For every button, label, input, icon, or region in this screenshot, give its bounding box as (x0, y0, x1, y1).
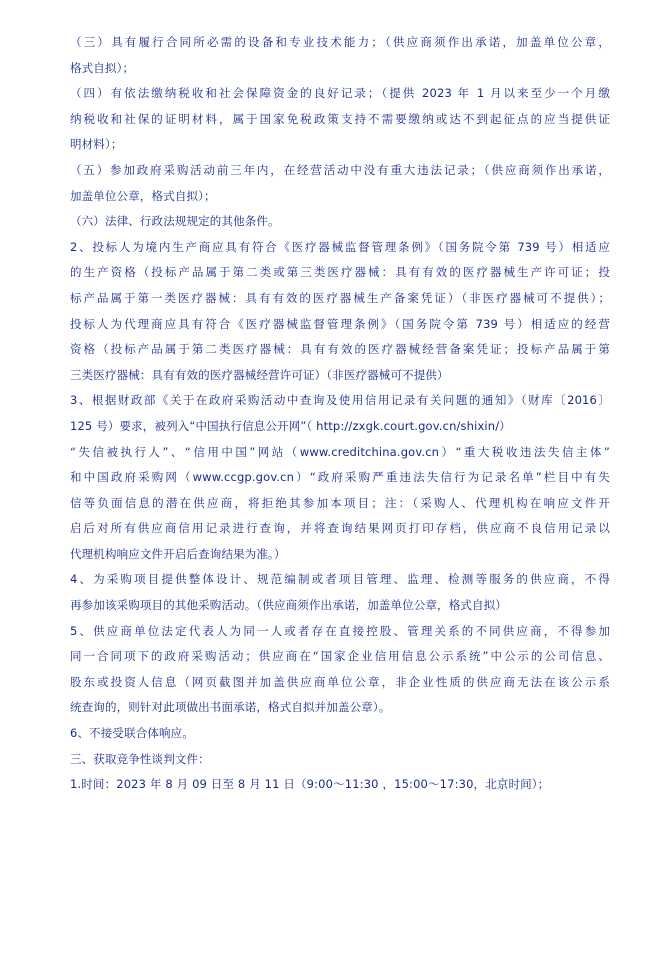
text-line: 信等负面信息的潜在供应商，将拒绝其参加本项目；注：（采购人、代理机构在响应文件开 (70, 495, 610, 510)
text-line: 标产品属于第一类医疗器械：具有有效的医疗器械生产备案凭证）（非医疗器械可不提供）； (70, 290, 610, 305)
text-line: 125 号）要求，被列入“中国执行信息公开网”（ http://zxgk.court.gov.cn/shixin/） (70, 418, 511, 433)
text-line: 代理机构响应文件开启后查询结果为准。） (70, 546, 286, 561)
text-line: 明材料）； (70, 137, 123, 152)
text-line: 投标人为代理商应具有符合《医疗器械监督管理条例》（国务院令第 739 号）相适应的经营 (70, 316, 610, 331)
text-line: 和中国政府采购网（www.ccgp.gov.cn）“政府采购严重违法失信行为记录名单”栏目中有失 (70, 470, 610, 485)
text-line: 三类医疗器械：具有有效的医疗器械经营许可证）（非医疗器械可不提供） (70, 367, 449, 382)
text-line: 加盖单位公章，格式自拟）； (70, 188, 216, 203)
text-line: 2、投标人为境内生产商应具有符合《医疗器械监督管理条例》（国务院令第 739 号）相适应 (70, 239, 610, 254)
text-line: 4、为采购项目提供整体设计、规范编制或者项目管理、监理、检测等服务的供应商，不得 (70, 572, 610, 587)
text-line: 6、不接受联合体响应。 (70, 726, 194, 741)
text-line: 1.时间：2023 年 8 月 09 日至 8 月 11 日（9:00～11:30 ，15:00～17:30，北京时间）； (70, 777, 550, 792)
text-line: 再参加该采购项目的其他采购活动。（供应商须作出承诺，加盖单位公章，格式自拟） (70, 598, 507, 613)
text-line: 格式自拟）； (70, 60, 135, 75)
text-line: 股东或投资人信息（网页截图并加盖供应商单位公章，非企业性质的供应商无法在该公示系 (70, 674, 610, 689)
text-line: 启后对所有供应商信用记录进行查询，并将查询结果网页打印存档，供应商不良信用记录以 (70, 521, 610, 536)
section-heading: 三、获取竞争性谈判文件： (70, 751, 210, 766)
text-line: （六）法律、行政法规规定的其他条件。 (70, 214, 280, 229)
text-line: 纳税收和社保的证明材料，属于国家免税政策支持不需要缴纳或达不到起征点的应当提供证 (70, 111, 610, 126)
document-body (70, 30, 610, 798)
text-line: 3、根据财政部《关于在政府采购活动中查询及使用信用记录有关问题的通知》（财库〔2016〕 (70, 393, 610, 408)
text-line: 资格（投标产品属于第二类医疗器械：具有有效的医疗器械经营备案凭证；投标产品属于第 (70, 342, 610, 357)
text-line: （三）具有履行合同所必需的设备和专业技术能力；（供应商须作出承诺，加盖单位公章， (70, 35, 610, 49)
text-line: 的生产资格（投标产品属于第二类或第三类医疗器械：具有有效的医疗器械生产许可证；投 (70, 265, 610, 280)
text-line: 同一合同项下的政府采购活动；供应商在“国家企业信用信息公示系统”中公示的公司信息、 (70, 649, 610, 664)
text-line: 5、供应商单位法定代表人为同一人或者存在直接控股、管理关系的不同供应商，不得参加 (70, 623, 610, 638)
text-line: 统查询的，则针对此项做出书面承诺，格式自拟并加盖公章）。 (70, 700, 391, 715)
text-line: （五）参加政府采购活动前三年内，在经营活动中没有重大违法记录；（供应商须作出承诺， (70, 162, 610, 177)
text-line: （四）有依法缴纳税收和社会保障资金的良好记录；（提供 2023 年 1 月以来至少一个月缴 (70, 86, 610, 101)
text-line: “失信被执行人”、“信用中国”网站（www.creditchina.gov.cn）“重大税收违法失信主体” (70, 444, 610, 459)
